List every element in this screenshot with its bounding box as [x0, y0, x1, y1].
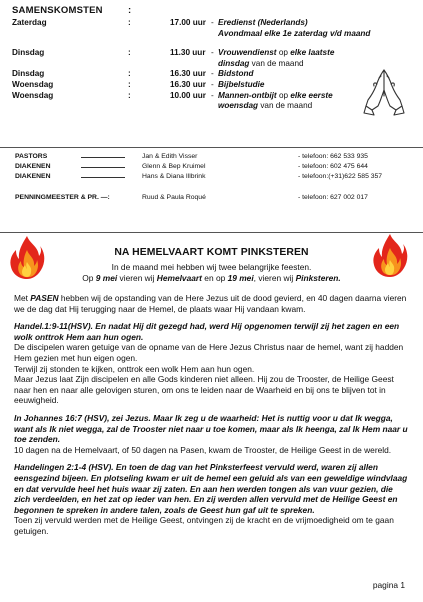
contact-role: DIAKENEN [15, 173, 51, 180]
schedule-row [12, 48, 412, 59]
schedule-event: Mannen-ontbijt op elke eerste [218, 90, 333, 100]
contact-leader-line [81, 157, 125, 158]
schedule-time: 11.30 uur [170, 48, 206, 58]
schedule-row [12, 91, 412, 102]
scripture-quote: In Johannes 16:7 (HSV), zei Jezus. Maar Ik zeg u de waarheid: Het is nuttig voor u dat Ik wegga, want als Ik niet wegga, zal de Trooster niet naar u toe komen, maar als Ik heenga, zal Ik Hem naar u toe zenden. [14, 412, 408, 445]
contact-phone: - telefoon: 627 002 017 [298, 194, 368, 201]
article-title: NA HEMELVAART KOMT PINKSTEREN [114, 247, 309, 258]
scripture-quote: Handelingen 2:1-4 (HSV). En toen de dag van het Pinksterfeest vervuld werd, waren zij allen eensgezind bijeen. En plotseling kwam er uit de hemel een geluid als van een geweldige windvlaag en dat vervulde heel het huis waar zij zaten. En aan hen werden tongen als van vuur gezien, die zich verdeelden, en het zat op ieder van hen. En zij werden allen vervuld met de Heilige Geest en begonnen te spreken in andere talen, zoals de Geest hun gaf uit te spreken. [14, 462, 408, 515]
contact-names: Ruud & Paula Roqué [142, 194, 206, 201]
flame-icon [371, 232, 409, 278]
contact-names: Glenn & Bep Kruimel [142, 163, 206, 170]
paragraph: Maar Jezus laat Zijn discipelen en alle Gods kinderen niet alleen. Hij zou de Trooster, de Heilige Geest naar hen en naar alle gelovigen sturen, om ons te leiden naar de Waarheid en bij ons te blijven tot in eeuwigheid. [14, 374, 394, 406]
schedule-title-text: SAMENSKOMSTEN [12, 5, 103, 16]
contact-row [15, 153, 415, 162]
contact-role: DIAKENEN [15, 163, 51, 170]
contact-names: Jan & Edith Visser [142, 153, 198, 160]
schedule-title-colon: : [128, 5, 132, 16]
contact-row [15, 163, 415, 172]
schedule-day: Zaterdag [12, 18, 47, 27]
intro-line: In de maand mei hebben wij twee belangrijke feesten. [111, 262, 312, 272]
article-intro [60, 262, 363, 284]
paragraph: Terwijl zij stonden te kijken, onttrok een wolk Hem aan hun ogen. [14, 363, 255, 374]
schedule-row [12, 69, 412, 80]
paragraph: Toen zij vervuld werden met de Heilige Geest, ontvingen zij de kracht en de vrijmoedigheid om te gaan getuigen. [14, 515, 394, 536]
schedule-day: Woensdag [12, 79, 54, 89]
schedule-row-cont [12, 29, 412, 40]
praying-hands-icon [362, 66, 406, 116]
schedule-time: 16.30 uur [170, 69, 206, 79]
schedule-day: Woensdag [12, 90, 54, 100]
article-body [14, 293, 410, 536]
schedule-day: Dinsdag [12, 69, 45, 79]
contact-row [15, 194, 415, 203]
schedule-event: Vrouwendienst op elke laatste [218, 48, 335, 58]
schedule-event-sub: dinsdag van de maand [218, 58, 304, 68]
schedule-time: 16.30 uur [170, 79, 206, 89]
schedule-dash: - [211, 18, 214, 27]
schedule-event-sub: woensdag van de maand [218, 101, 313, 111]
paragraph: De discipelen waren getuige van de opname van de Here Jezus Christus naar de hemel, want zij hadden Hem gezien met hun eigen ogen. [14, 342, 404, 363]
intro-line: Op 9 mei vieren wij Hemelvaart en op 19 mei, vieren wij Pinksteren. [82, 273, 341, 283]
paragraph: Met PASEN hebben wij de opstanding van de Here Jezus uit de dood gevierd, en 40 dagen daarna vieren we de dag dat Hij terugging naar de Hemel, de plaats waar Hij vandaan kwam. [14, 293, 407, 314]
contact-role: PENNINGMEESTER & PR. —: [15, 194, 110, 201]
schedule-dash: - [211, 48, 214, 58]
contact-leader-line [81, 177, 125, 178]
contact-row [15, 173, 415, 182]
contact-names: Hans & Diana Illbrink [142, 173, 206, 180]
contact-phone: - telefoon:(+31)622 585 357 [298, 173, 383, 180]
schedule-title [12, 5, 412, 16]
paragraph: 10 dagen na de Hemelvaart, of 50 dagen na Pasen, kwam de Trooster, de Heilige Geest in de wereld. [14, 444, 392, 455]
scripture-quote: Handel.1:9-11(HSV). En nadat Hij dit gezegd had, werd Hij opgenomen terwijl zij het zagen en een wolk onttrok Hem aan hun ogen. [14, 321, 400, 342]
schedule-event: Bidstond [218, 69, 254, 79]
page-number: pagina 1 [372, 580, 405, 590]
schedule-row-cont [12, 59, 412, 70]
contact-phone: - telefoon: 602 475 644 [298, 163, 368, 170]
schedule-row [12, 18, 412, 29]
schedule-event-sub: Avondmaal elke 1e zaterdag v/d maand [218, 28, 371, 38]
schedule-row-cont [12, 101, 412, 112]
schedule-time: 10.00 uur [170, 90, 206, 100]
contacts-section [0, 147, 423, 233]
schedule-dash: - [211, 69, 214, 79]
schedule-colon: : [128, 90, 131, 100]
schedule-colon: : [128, 79, 131, 89]
schedule-colon: : [128, 69, 131, 79]
schedule-dash: - [211, 79, 214, 89]
schedule-colon: : [128, 18, 131, 27]
schedule-event: Bijbelstudie [218, 79, 265, 89]
contact-role: PASTORS [15, 153, 48, 160]
flame-icon [8, 234, 46, 280]
contact-leader-line [81, 167, 125, 168]
schedule-event: Eredienst (Nederlands) [218, 18, 308, 27]
schedule-section [12, 5, 412, 112]
contact-phone: - telefoon: 662 533 935 [298, 153, 368, 160]
schedule-time: 17.00 uur [170, 18, 206, 27]
schedule-dash: - [211, 90, 214, 100]
schedule-colon: : [128, 48, 131, 58]
schedule-row [12, 80, 412, 91]
schedule-day: Dinsdag [12, 48, 45, 58]
